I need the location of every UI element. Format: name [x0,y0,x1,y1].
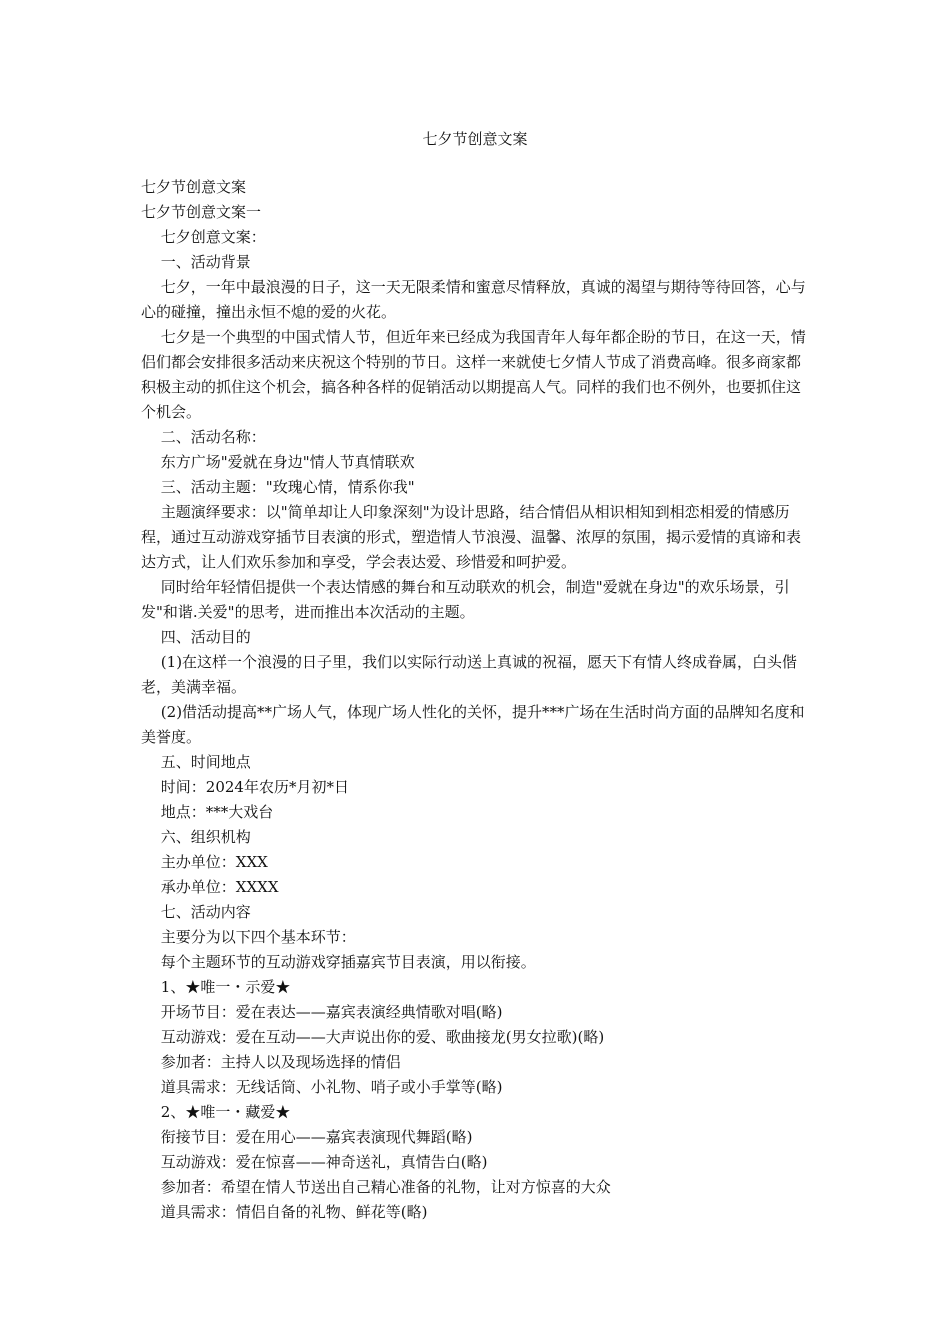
paragraph: 互动游戏：爱在惊喜——神奇送礼，真情告白(略) [160,1153,488,1171]
paragraph: 主要分为以下四个基本环节： [160,928,356,946]
paragraph: 七夕节创意文案 [141,178,247,196]
paragraph: 七、活动内容 [160,903,251,921]
paragraph: 每个主题环节的互动游戏穿插嘉宾节目表演，用以衔接。 [160,953,536,971]
paragraph: 2、★唯一・藏爱★ [160,1103,291,1121]
paragraph: 主办单位：XXX [160,853,268,871]
paragraph: 地点：***大戏台 [160,803,274,821]
paragraph: 七夕节创意文案一 [141,203,262,221]
document-body [141,175,811,1225]
paragraph: (1)在这样一个浪漫的日子里，我们以实际行动送上真诚的祝福，愿天下有情人终成眷属，白头偕老，美满幸福。 [141,653,798,696]
paragraph: 同时给年轻情侣提供一个表达情感的舞台和互动联欢的机会，制造"爱就在身边"的欢乐场景，引发"和谐.关爱"的思考，进而推出本次活动的主题。 [141,578,790,621]
paragraph: 开场节目：爱在表达——嘉宾表演经典情歌对唱(略) [160,1003,503,1021]
paragraph: 三、活动主题："玫瑰心情，情系你我" [160,478,415,496]
paragraph: 承办单位：XXXX [160,878,279,896]
paragraph: 道具需求：无线话筒、小礼物、哨子或小手掌等(略) [160,1078,503,1096]
paragraph: 道具需求：情侣自备的礼物、鲜花等(略) [160,1203,428,1221]
paragraph: 参加者：希望在情人节送出自己精心准备的礼物，让对方惊喜的大众 [160,1178,611,1196]
paragraph: 七夕创意文案： [160,228,266,246]
paragraph: 四、活动目的 [160,628,251,646]
paragraph: (2)借活动提高**广场人气，体现广场人性化的关怀，提升***广场在生活时尚方面的品牌知名度和美誉度。 [141,703,805,746]
paragraph: 七夕是一个典型的中国式情人节，但近年来已经成为我国青年人每年都企盼的节日，在这一天，情侣们都会安排很多活动来庆祝这个特别的节日。这样一来就使七夕情人节成了消费高峰。很多商家都积极主动的抓住这个机会，搞各种各样的促销活动以期提高人气。同样的我们也不例外，也要抓住这个机会。 [141,328,806,421]
paragraph: 一、活动背景 [160,253,251,271]
paragraph: 主题演绎要求：以"简单却让人印象深刻"为设计思路，结合情侣从相识相知到相恋相爱的情感历程，通过互动游戏穿插节目表演的形式，塑造情人节浪漫、温馨、浓厚的氛围，揭示爱情的真谛和表达方式，让人们欢乐参加和享受，学会表达爱、珍惜爱和呵护爱。 [141,503,802,571]
paragraph: 1、★唯一・示爱★ [160,978,291,996]
paragraph: 衔接节目：爱在用心——嘉宾表演现代舞蹈(略) [160,1128,473,1146]
paragraph: 七夕，一年中最浪漫的日子，这一天无限柔情和蜜意尽情释放，真诚的渴望与期待等待回答，心与心的碰撞，撞出永恒不熄的爱的火花。 [141,278,806,321]
paragraph: 六、组织机构 [160,828,251,846]
paragraph: 互动游戏：爱在互动——大声说出你的爱、歌曲接龙(男女拉歌)(略) [160,1028,605,1046]
document-title: 七夕节创意文案 [422,130,528,148]
paragraph: 参加者：主持人以及现场选择的情侣 [160,1053,401,1071]
paragraph: 五、时间地点 [160,753,251,771]
paragraph: 二、活动名称： [160,428,266,446]
paragraph: 东方广场"爱就在身边"情人节真情联欢 [160,453,415,471]
paragraph: 时间：2024年农历*月初*日 [160,778,349,796]
